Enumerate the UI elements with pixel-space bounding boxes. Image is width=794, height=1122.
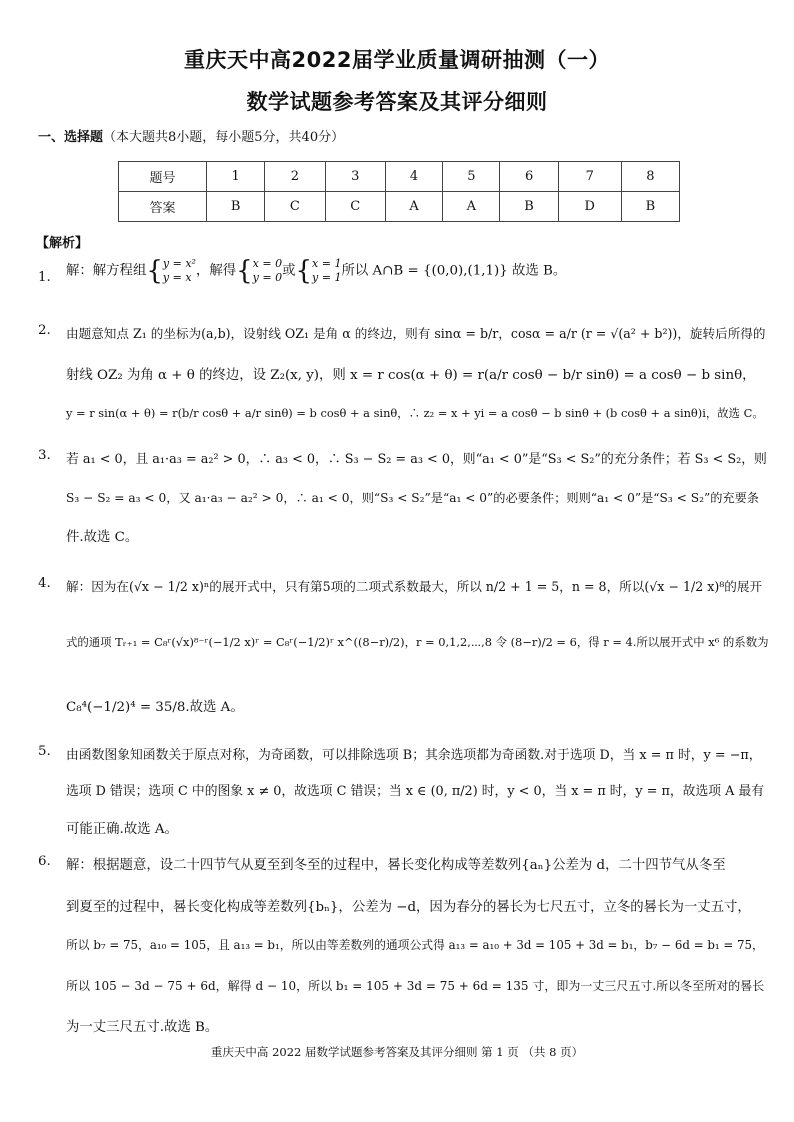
q1-line bbox=[66, 257, 566, 285]
q6-line-4: 所以 105 − 3d − 75 + 6d，解得 d − 10，所以 b₁ = 105 + 3d = 75 + 6d = 135 寸，即为一丈三尺五寸.所以冬至所对的晷长 bbox=[66, 979, 765, 993]
table-cell: 7 bbox=[558, 162, 621, 192]
q3-line-2: S₃ − S₂ = a₃ < 0，又 a₁·a₃ − a₂² > 0，∴ a₁ < 0，则“S₃ < S₂”是“a₁ < 0”的必要条件；则则“a₁ < 0”是“S₃ < S₂”的充要条 bbox=[66, 491, 759, 505]
equation: y = x bbox=[162, 271, 192, 284]
analysis-label: 【解析】 bbox=[36, 236, 89, 251]
q6-line-2: 到夏至的过程中，晷长变化构成等差数列{bₙ}，公差为 −d，因为春分的晷长为七尺五寸，立冬的晷长为一丈五寸， bbox=[66, 900, 751, 915]
table-cell: C bbox=[325, 192, 385, 222]
table-cell: 4 bbox=[385, 162, 442, 192]
table-cell: 6 bbox=[500, 162, 558, 192]
equation-system bbox=[253, 257, 282, 285]
section-heading bbox=[38, 126, 344, 145]
equation-system bbox=[163, 257, 196, 285]
table-cell: 8 bbox=[621, 162, 679, 192]
q1-text-d: 所以 A∩B = {(0,0),(1,1)} 故选 B。 bbox=[341, 263, 567, 279]
equation: x = 1 bbox=[312, 257, 342, 270]
q5-line-3: 可能正确.故选 A。 bbox=[66, 822, 178, 837]
q4-line-2: 式的通项 Tᵣ₊₁ = C₈ʳ(√x)⁸⁻ʳ(−1/2 x)ʳ = C₈ʳ(−1/2)ʳ x^((8−r)/2)，r = 0,1,2,⋯,8 令 (8−r)/2 = 6，得 r = 4.所以展开式中 x⁶ 的系数为 bbox=[66, 635, 769, 649]
equation-system bbox=[312, 257, 341, 285]
section-note: （本大题共8小题，每小题5分，共40分） bbox=[103, 130, 345, 145]
table-cell: B bbox=[207, 192, 265, 222]
brace-icon: { bbox=[236, 256, 253, 286]
q5-line-2: 选项 D 错误；选项 C 中的图象 x ≠ 0，故选项 C 错误；当 x ∈ (0, π/2) 时，y < 0，当 x = π 时，y = π，故选项 A 最有 bbox=[66, 784, 765, 799]
page-footer: 重庆天中高 2022 届数学试题参考答案及其评分细则 第 1 页 （共 8 页） bbox=[210, 1045, 584, 1059]
q6-line-3: 所以 b₇ = 75，a₁₀ = 105，且 a₁₃ = b₁，所以由等差数列的通项公式得 a₁₃ = a₁₀ + 3d = 105 + 3d = b₁，b₇ − 6d = b₁ = 75， bbox=[66, 938, 764, 952]
q2-line-1: 由题意知点 Z₁ 的坐标为(a,b)，设射线 OZ₁ 是角 α 的终边，则有 sinα = b/r，cosα = a/r (r = √(a² + b²))，旋转后所得的 bbox=[66, 326, 766, 341]
table-cell: B bbox=[621, 192, 679, 222]
document-subtitle: 数学试题参考答案及其评分细则 bbox=[246, 90, 548, 114]
question-number: 6. bbox=[38, 854, 51, 869]
answer-table bbox=[118, 161, 680, 222]
section-label: 一、选择题 bbox=[38, 130, 104, 145]
table-cell: 3 bbox=[325, 162, 385, 192]
equation: y = 1 bbox=[312, 271, 342, 284]
q4-line-1: 解：因为在(√x − 1/2 x)ⁿ的展开式中，只有第5项的二项式系数最大，所以 n/2 + 1 = 5，n = 8，所以(√x − 1/2 x)⁸的展开 bbox=[66, 579, 763, 594]
equation: y = x² bbox=[162, 257, 196, 270]
q1-text-a: 解：解方程组 bbox=[66, 263, 147, 279]
q4-line-3: C₈⁴(−1/2)⁴ = 35/8.故选 A。 bbox=[66, 700, 244, 715]
document-title: 重庆天中高2022届学业质量调研抽测（一） bbox=[184, 48, 610, 72]
equation: x = 0 bbox=[252, 257, 283, 270]
table-cell: A bbox=[385, 192, 442, 222]
question-number: 1. bbox=[38, 270, 51, 285]
q3-line-1: 若 a₁ < 0，且 a₁·a₃ = a₂² > 0，∴ a₃ < 0，∴ S₃ − S₂ = a₃ < 0，则“a₁ < 0”是“S₃ < S₂”的充分条件；若 S₃ < S₂，则 bbox=[66, 452, 767, 467]
q6-line-5: 为一丈三尺五寸.故选 B。 bbox=[66, 1020, 219, 1035]
q3-line-3: 件.故选 C。 bbox=[66, 530, 139, 545]
brace-icon: { bbox=[146, 256, 163, 286]
q2-line-2: 射线 OZ₂ 为角 α + θ 的终边，设 Z₂(x, y)，则 x = r cos(α + θ) = r(a/r cosθ − b/r sinθ) = a cosθ − b sinθ， bbox=[66, 368, 756, 383]
table-row bbox=[119, 192, 680, 222]
table-cell: A bbox=[443, 192, 500, 222]
table-cell: B bbox=[500, 192, 558, 222]
question-number: 5. bbox=[38, 744, 51, 759]
question-number: 4. bbox=[38, 576, 51, 591]
table-header-cell: 答案 bbox=[119, 192, 207, 222]
table-row bbox=[119, 162, 680, 192]
question-number: 3. bbox=[38, 448, 51, 463]
brace-icon: { bbox=[295, 256, 313, 286]
table-cell: D bbox=[558, 192, 621, 222]
q5-line-1: 由函数图象知函数关于原点对称，为奇函数，可以排除选项 B；其余选项都为奇函数.对于选项 D，当 x = π 时，y = −π， bbox=[66, 748, 762, 763]
table-cell: 2 bbox=[265, 162, 325, 192]
table-cell: 5 bbox=[443, 162, 500, 192]
equation: y = 0 bbox=[252, 271, 283, 284]
table-cell: 1 bbox=[207, 162, 265, 192]
q2-line-3: y = r sin(α + θ) = r(b/r cosθ + a/r sinθ) = b cosθ + a sinθ，∴ z₂ = x + yi = a cosθ − b sinθ + (b cosθ + a sinθ)i，故选 C。 bbox=[66, 406, 764, 420]
q1-text-c: 或 bbox=[282, 263, 296, 279]
question-number: 2. bbox=[38, 323, 51, 338]
q6-line-1: 解：根据题意，设二十四节气从夏至到冬至的过程中，晷长变化构成等差数列{aₙ}公差为 d，二十四节气从冬至 bbox=[66, 858, 726, 873]
table-header-cell: 题号 bbox=[119, 162, 207, 192]
table-cell: C bbox=[265, 192, 325, 222]
q1-text-b: ，解得 bbox=[195, 263, 237, 279]
